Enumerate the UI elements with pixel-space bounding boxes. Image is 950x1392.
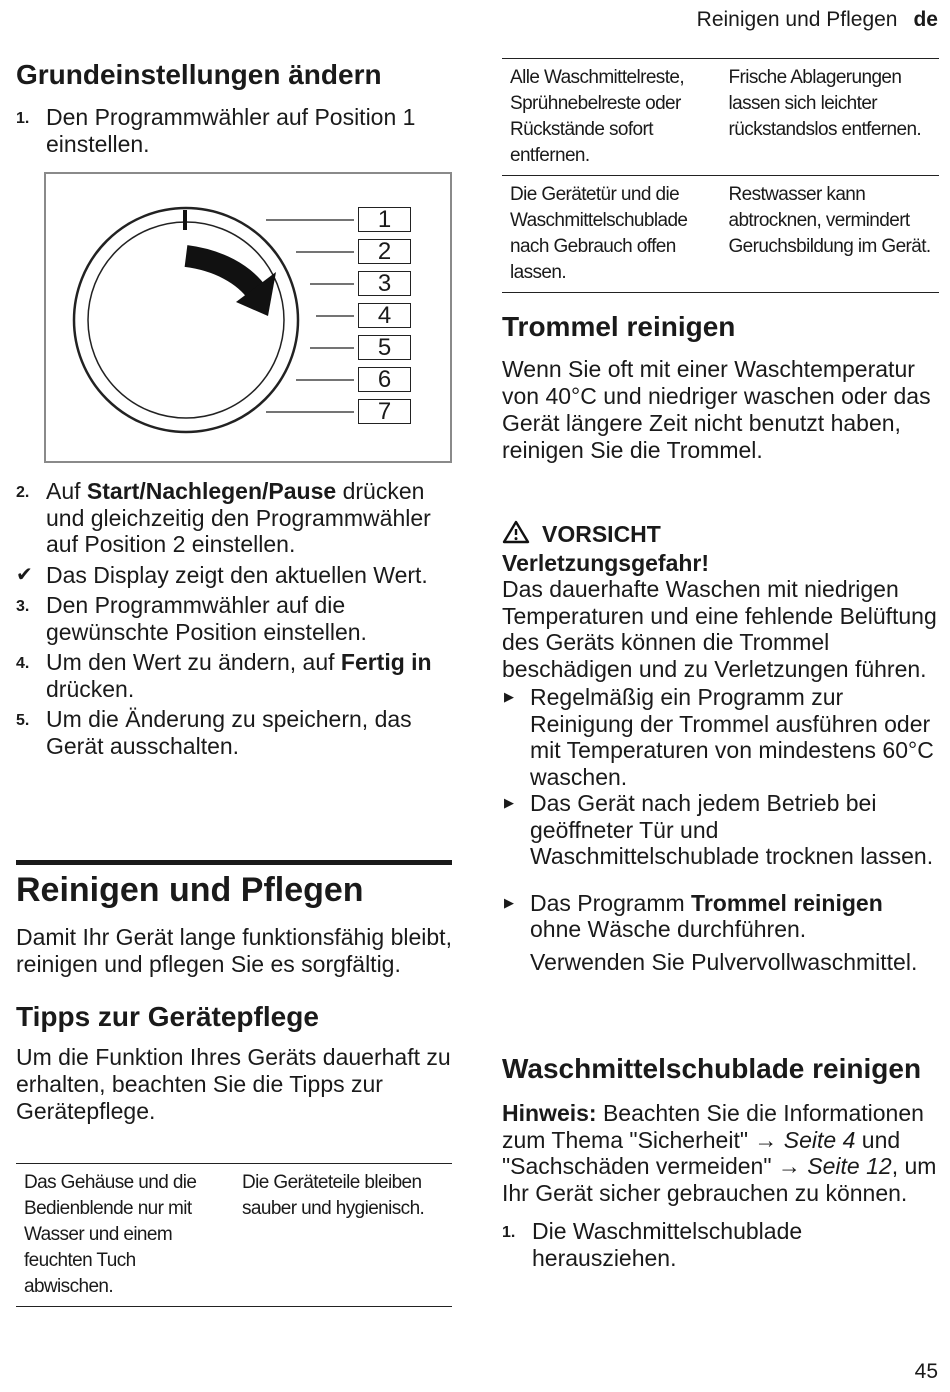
step-number: 5. <box>16 712 30 729</box>
dial-position-2: 2 <box>358 239 411 264</box>
table-row <box>16 1164 452 1307</box>
bullet-triangle-icon: ▶ <box>504 795 514 810</box>
warning-block <box>502 520 939 975</box>
intro-text: Damit Ihr Gerät lange funktionsfähig bleibt, reinigen und pflegen Sie es sorgfältig. <box>16 924 452 977</box>
hinweis-text-part: , um Ihr Gerät sicher gebrauchen zu können. <box>502 1153 937 1206</box>
step-text: drücken. <box>46 675 135 702</box>
heading-schublade-reinigen: Waschmittelschublade reinigen <box>502 1053 922 1084</box>
step-text: Die Waschmittelschublade herausziehen. <box>532 1218 803 1271</box>
section-trommel <box>502 310 939 464</box>
program-name: Trommel reinigen <box>691 889 883 916</box>
bullet-text: Das Gerät nach jedem Betrieb bei geöffneter Tür und Waschmittelschublade trocknen lassen. <box>530 790 934 869</box>
step-number: 3. <box>16 598 30 615</box>
dial-position-7: 7 <box>358 399 411 424</box>
left-column <box>16 58 452 161</box>
step-number: 1. <box>502 1224 516 1241</box>
step-2 <box>16 478 452 558</box>
list-item <box>502 790 939 870</box>
step-3 <box>16 592 452 645</box>
running-header <box>697 8 938 32</box>
heading-trommel-reinigen: Trommel reinigen <box>502 311 736 342</box>
page-number: 45 <box>914 1360 938 1383</box>
dial-outer-circle <box>74 208 298 432</box>
program-dial-diagram <box>44 172 452 463</box>
hinweis-text-part: und "Sachschäden vermeiden" <box>502 1126 901 1179</box>
dial-pointer <box>183 210 187 230</box>
step-number: 1. <box>16 110 30 127</box>
warning-title <box>502 520 939 550</box>
step-number: 2. <box>16 484 30 501</box>
heading-reinigen-und-pflegen: Reinigen und Pflegen <box>16 871 364 909</box>
dial-position-5: 5 <box>358 335 411 360</box>
heading-grundeinstellungen: Grundeinstellungen ändern <box>16 59 382 90</box>
step-text: Auf <box>46 478 87 504</box>
step-1 <box>502 1218 939 1271</box>
steps-grund-2 <box>16 478 452 763</box>
hinweis-text <box>502 1100 939 1206</box>
step-result <box>16 562 452 589</box>
bullet-note: Verwenden Sie Pulvervollwaschmittel. <box>530 948 918 975</box>
step-5 <box>16 706 452 759</box>
table-cell-tip: Die Gerätetür und die Waschmittelschublade nach Gebrauch offen lassen. <box>510 184 688 283</box>
bullet-text: Regelmäßig ein Programm zur Reinigung der Trommel ausführen oder mit Temperaturen von mindestens 60°C waschen. <box>530 684 934 790</box>
dial-position-1: 1 <box>358 207 411 232</box>
bullet-triangle-icon: ▶ <box>504 689 514 704</box>
step-text: Den Programmwähler auf die gewünschte Position einstellen. <box>46 592 367 645</box>
checkmark-icon: ✔ <box>16 563 33 586</box>
step-text: drücken und gleichzeitig den Programmwähler auf Position 2 einstellen. <box>46 478 431 557</box>
hinweis-label: Hinweis: <box>502 1100 597 1126</box>
step-text: Um die Änderung zu speichern, das Gerät ausschalten. <box>46 706 412 759</box>
table-cell-tip: Das Gehäuse und die Bedienblende nur mit Wasser und einem feuchten Tuch abwischen. <box>24 1172 197 1297</box>
table-row <box>502 59 939 176</box>
bullet-text: ohne Wäsche durchführen. <box>530 916 807 942</box>
bullet-text: Das Programm <box>530 889 692 916</box>
rotation-arrow-body <box>186 256 258 294</box>
section-schublade <box>502 1052 939 1275</box>
list-item <box>502 890 939 976</box>
dial-position-4: 4 <box>358 303 411 328</box>
steps-schublade <box>502 1218 939 1271</box>
warning-label: VORSICHT <box>542 521 661 547</box>
link-seite-12[interactable]: Seite 12 <box>807 1153 892 1179</box>
step-1 <box>16 104 452 157</box>
warning-triangle-icon <box>502 520 530 550</box>
step-text: Den Programmwähler auf Position 1 einstellen. <box>46 104 416 157</box>
dial-position-6: 6 <box>358 367 411 392</box>
steps-grund-1 <box>16 104 452 157</box>
dial-inner-circle <box>88 222 284 418</box>
link-seite-4[interactable]: Seite 4 <box>783 1126 856 1153</box>
warning-subtitle: Verletzungsgefahr! <box>502 550 710 576</box>
section-rule <box>16 860 452 865</box>
step-number: 4. <box>16 655 30 672</box>
table-row <box>502 176 939 293</box>
header-language: de <box>913 8 938 31</box>
dial-position-3: 3 <box>358 271 411 296</box>
table-cell-tip: Alle Waschmittelreste, Sprühnebelreste oder Rückstände sofort entfernen. <box>510 67 685 166</box>
header-section: Reinigen und Pflegen <box>696 8 898 31</box>
tips-table-left <box>16 1163 452 1307</box>
heading-tipps: Tipps zur Gerätepflege <box>16 1001 319 1032</box>
list-item <box>502 684 939 790</box>
section-reinigen <box>16 870 452 1125</box>
trommel-text: Wenn Sie oft mit einer Waschtemperatur von 40°C und niedriger waschen oder das Gerät längere Zeit nicht benutzt haben, reinigen Sie die Trommel. <box>502 356 931 463</box>
result-text: Das Display zeigt den aktuellen Wert. <box>46 561 428 588</box>
button-name-start: Start/Nachlegen/Pause <box>86 478 337 504</box>
table-cell-benefit: Restwasser kann abtrocknen, vermindert Geruchsbildung im Gerät. <box>728 184 931 257</box>
hinweis-text-part: Beachten Sie die Informationen zum Thema "Sicherheit" <box>502 1100 924 1153</box>
button-name-fertig: Fertig in <box>340 649 432 675</box>
arrow-right-icon: → <box>754 1126 778 1153</box>
step-4 <box>16 649 452 702</box>
table-cell-benefit: Frische Ablagerungen lassen sich leichter rückstandslos entfernen. <box>728 67 922 140</box>
tipps-intro: Um die Funktion Ihres Geräts dauerhaft zu erhalten, beachten Sie die Tipps zur Gerätepflege. <box>16 1044 451 1124</box>
arrow-right-icon: → <box>777 1153 801 1179</box>
table-cell-benefit: Die Geräteteile bleiben sauber und hygienisch. <box>242 1172 425 1219</box>
step-text: Um den Wert zu ändern, auf <box>46 649 341 675</box>
warning-bullets <box>502 684 939 975</box>
tips-table-right <box>502 58 939 293</box>
warning-text: Das dauerhafte Waschen mit niedrigen Temperaturen und eine fehlende Belüftung des Geräts können die Trommel beschädigen und zu Verletzungen führen. <box>502 576 937 682</box>
bullet-triangle-icon: ▶ <box>504 894 514 910</box>
